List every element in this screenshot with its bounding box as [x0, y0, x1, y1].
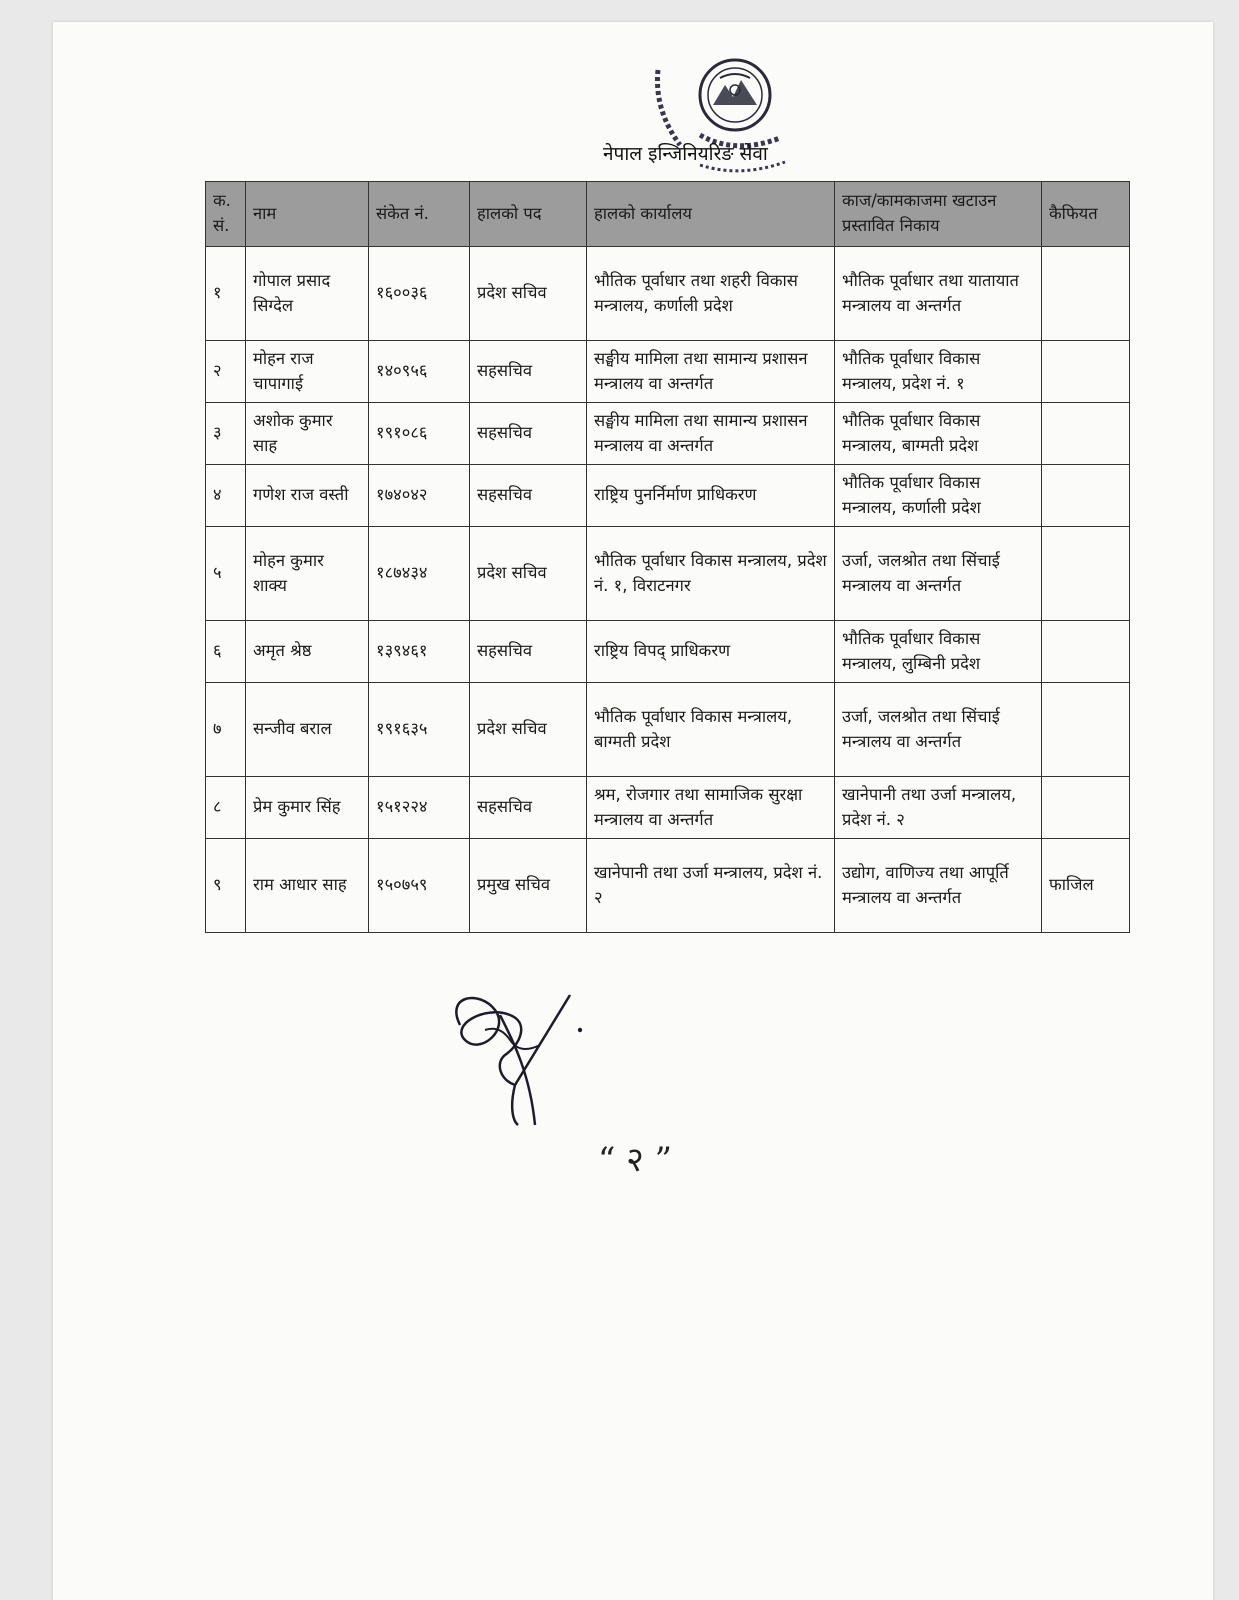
- row-code: १४०९५६: [369, 341, 470, 403]
- row-proposed: खानेपानी तथा उर्जा मन्त्रालय, प्रदेश नं. २: [835, 777, 1042, 839]
- row-post: प्रदेश सचिव: [470, 527, 587, 621]
- row-name: गोपाल प्रसाद सिग्देल: [246, 247, 369, 341]
- table-row: [206, 777, 1130, 839]
- row-proposed: उद्योग, वाणिज्य तथा आपूर्ति मन्त्रालय वा अन्तर्गत: [835, 839, 1042, 933]
- row-proposed: भौतिक पूर्वाधार विकास मन्त्रालय, लुम्बिनी प्रदेश: [835, 621, 1042, 683]
- row-code: १६००३६: [369, 247, 470, 341]
- header-remarks: कैफियत: [1042, 182, 1130, 247]
- row-office: सङ्घीय मामिला तथा सामान्य प्रशासन मन्त्रालय वा अन्तर्गत: [587, 341, 835, 403]
- row-code: १३९४६१: [369, 621, 470, 683]
- header-code: संकेत नं.: [369, 182, 470, 247]
- table-row: [206, 527, 1130, 621]
- header-name: नाम: [246, 182, 369, 247]
- table-row: [206, 839, 1130, 933]
- row-name: अशोक कुमार साह: [246, 403, 369, 465]
- row-office: श्रम, रोजगार तथा सामाजिक सुरक्षा मन्त्रालय वा अन्तर्गत: [587, 777, 835, 839]
- row-remarks: [1042, 527, 1130, 621]
- row-office: राष्ट्रिय पुनर्निर्माण प्राधिकरण: [587, 465, 835, 527]
- table-header-row: [206, 182, 1130, 247]
- row-remarks: [1042, 621, 1130, 683]
- row-serial: ५: [206, 527, 246, 621]
- row-remarks: [1042, 247, 1130, 341]
- row-office: भौतिक पूर्वाधार विकास मन्त्रालय, बाग्मती प्रदेश: [587, 683, 835, 777]
- row-proposed: भौतिक पूर्वाधार विकास मन्त्रालय, बाग्मती प्रदेश: [835, 403, 1042, 465]
- staff-deputation-table: [205, 181, 1130, 933]
- row-name: राम आधार साह: [246, 839, 369, 933]
- row-proposed: उर्जा, जलश्रोत तथा सिंचाई मन्त्रालय वा अन्तर्गत: [835, 683, 1042, 777]
- row-office: राष्ट्रिय विपद् प्राधिकरण: [587, 621, 835, 683]
- row-office: भौतिक पूर्वाधार विकास मन्त्रालय, प्रदेश नं. १, विराटनगर: [587, 527, 835, 621]
- row-post: प्रमुख सचिव: [470, 839, 587, 933]
- row-post: सहसचिव: [470, 341, 587, 403]
- row-code: १८७४३४: [369, 527, 470, 621]
- table-row: [206, 621, 1130, 683]
- row-remarks: [1042, 683, 1130, 777]
- row-serial: ७: [206, 683, 246, 777]
- row-name: मोहन राज चापागाई: [246, 341, 369, 403]
- row-name: अमृत श्रेष्ठ: [246, 621, 369, 683]
- handwritten-signature-icon: [440, 985, 600, 1145]
- row-proposed: उर्जा, जलश्रोत तथा सिंचाई मन्त्रालय वा अन्तर्गत: [835, 527, 1042, 621]
- row-post: प्रदेश सचिव: [470, 247, 587, 341]
- header-post: हालको पद: [470, 182, 587, 247]
- row-name: प्रेम कुमार सिंह: [246, 777, 369, 839]
- row-code: १९१६३५: [369, 683, 470, 777]
- page-number: “ २ ”: [597, 1140, 673, 1180]
- row-office: सङ्घीय मामिला तथा सामान्य प्रशासन मन्त्रालय वा अन्तर्गत: [587, 403, 835, 465]
- row-serial: २: [206, 341, 246, 403]
- table-row: [206, 247, 1130, 341]
- row-remarks: [1042, 341, 1130, 403]
- row-remarks: [1042, 465, 1130, 527]
- row-name: मोहन कुमार शाक्य: [246, 527, 369, 621]
- row-post: प्रदेश सचिव: [470, 683, 587, 777]
- row-post: सहसचिव: [470, 621, 587, 683]
- row-office: भौतिक पूर्वाधार तथा शहरी विकास मन्त्रालय, कर्णाली प्रदेश: [587, 247, 835, 341]
- row-post: सहसचिव: [470, 777, 587, 839]
- table-row: [206, 465, 1130, 527]
- row-office: खानेपानी तथा उर्जा मन्त्रालय, प्रदेश नं. २: [587, 839, 835, 933]
- row-remarks: [1042, 403, 1130, 465]
- row-post: सहसचिव: [470, 465, 587, 527]
- row-serial: ८: [206, 777, 246, 839]
- row-code: १५१२२४: [369, 777, 470, 839]
- row-serial: ४: [206, 465, 246, 527]
- table-row: [206, 341, 1130, 403]
- header-proposed: काज/कामकाजमा खटाउन प्रस्तावित निकाय: [835, 182, 1042, 247]
- header-office: हालको कार्यालय: [587, 182, 835, 247]
- header-serial: क. सं.: [206, 182, 246, 247]
- row-post: सहसचिव: [470, 403, 587, 465]
- row-remarks: [1042, 777, 1130, 839]
- row-remarks: फाजिल: [1042, 839, 1130, 933]
- row-name: सन्जीव बराल: [246, 683, 369, 777]
- row-serial: ६: [206, 621, 246, 683]
- row-code: १७४०४२: [369, 465, 470, 527]
- row-serial: १: [206, 247, 246, 341]
- row-proposed: भौतिक पूर्वाधार विकास मन्त्रालय, कर्णाली प्रदेश: [835, 465, 1042, 527]
- row-code: १९१०८६: [369, 403, 470, 465]
- table-row: [206, 683, 1130, 777]
- row-serial: ९: [206, 839, 246, 933]
- page-heading: नेपाल इन्जिनियरिङ सेवा: [603, 143, 768, 165]
- table-row: [206, 403, 1130, 465]
- government-seal-icon: [640, 50, 810, 190]
- row-proposed: भौतिक पूर्वाधार विकास मन्त्रालय, प्रदेश नं. १: [835, 341, 1042, 403]
- row-code: १५०७५९: [369, 839, 470, 933]
- row-name: गणेश राज वस्ती: [246, 465, 369, 527]
- row-proposed: भौतिक पूर्वाधार तथा यातायात मन्त्रालय वा अन्तर्गत: [835, 247, 1042, 341]
- row-serial: ३: [206, 403, 246, 465]
